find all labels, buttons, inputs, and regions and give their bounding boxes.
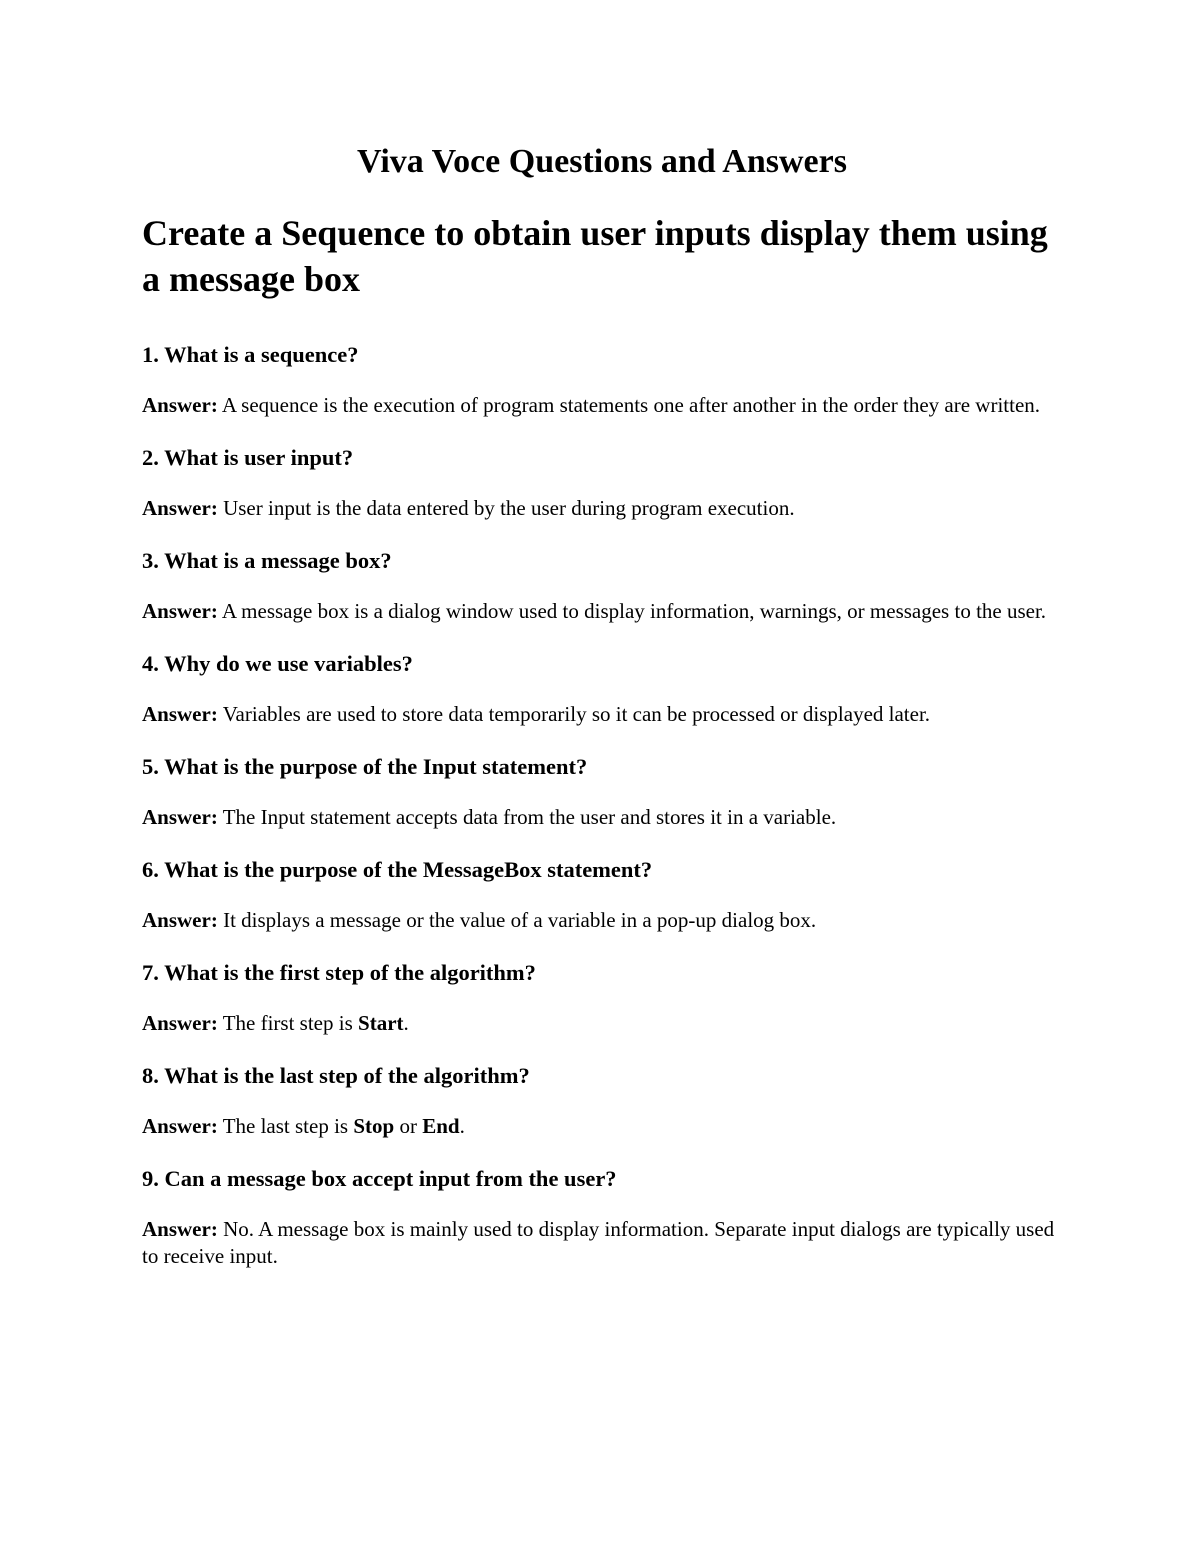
question: 9. Can a message box accept input from the user?	[142, 1166, 617, 1191]
answer-text: The last step is	[222, 1114, 354, 1138]
answer-label: Answer:	[142, 702, 218, 726]
question: 2. What is user input?	[142, 445, 354, 470]
qa-item	[142, 958, 1062, 1037]
page-subtitle: Create a Sequence to obtain user inputs display them using a message box	[142, 213, 1048, 299]
answer-emphasis: Stop	[353, 1114, 395, 1138]
answer-label: Answer:	[142, 1217, 218, 1241]
qa-list	[142, 340, 1062, 1270]
answer-text: A sequence is the execution of program statements one after another in the order they are written.	[221, 393, 1041, 417]
answer	[142, 598, 1062, 625]
answer	[142, 804, 1062, 831]
page-title: Viva Voce Questions and Answers	[357, 143, 847, 180]
answer	[142, 1216, 1062, 1270]
answer-text: .	[459, 1114, 465, 1138]
question: 3. What is a message box?	[142, 548, 392, 573]
question: 8. What is the last step of the algorithm?	[142, 1063, 530, 1088]
question: 7. What is the first step of the algorithm?	[142, 960, 536, 985]
answer-text: A message box is a dialog window used to display information, warnings, or messages to the user.	[221, 599, 1047, 623]
answer	[142, 701, 1062, 728]
question: 5. What is the purpose of the Input statement?	[142, 754, 588, 779]
answer-label: Answer:	[142, 496, 218, 520]
answer-text: Variables are used to store data temporarily so it can be processed or displayed later.	[222, 702, 931, 726]
answer-text: The first step is	[222, 1011, 359, 1035]
qa-item	[142, 1061, 1062, 1140]
qa-item	[142, 340, 1062, 419]
answer-label: Answer:	[142, 1114, 218, 1138]
answer-text: No. A message box is mainly used to display information. Separate input dialogs are typically used to receive input.	[142, 1217, 1055, 1268]
answer-text: User input is the data entered by the user during program execution.	[223, 496, 795, 520]
qa-item	[142, 1164, 1062, 1270]
document-page	[142, 140, 1062, 1294]
answer-label: Answer:	[142, 805, 218, 829]
answer-label: Answer:	[142, 908, 218, 932]
answer	[142, 1113, 1062, 1140]
answer	[142, 1010, 1062, 1037]
answer-label: Answer:	[142, 393, 218, 417]
qa-item	[142, 443, 1062, 522]
qa-item	[142, 649, 1062, 728]
answer-emphasis: End	[422, 1114, 460, 1138]
answer-emphasis: Start	[358, 1011, 404, 1035]
qa-item	[142, 752, 1062, 831]
answer-text: or	[394, 1114, 423, 1138]
answer-text: It displays a message or the value of a variable in a pop-up dialog box.	[223, 908, 817, 932]
question: 4. Why do we use variables?	[142, 651, 413, 676]
question: 6. What is the purpose of the MessageBox statement?	[142, 857, 653, 882]
answer-text: The Input statement accepts data from the user and stores it in a variable.	[222, 805, 837, 829]
answer-label: Answer:	[142, 599, 218, 623]
answer	[142, 495, 1062, 522]
answer-label: Answer:	[142, 1011, 218, 1035]
answer-text: .	[403, 1011, 409, 1035]
question: 1. What is a sequence?	[142, 342, 359, 367]
qa-item	[142, 546, 1062, 625]
qa-item	[142, 855, 1062, 934]
answer	[142, 907, 1062, 934]
answer	[142, 392, 1062, 419]
